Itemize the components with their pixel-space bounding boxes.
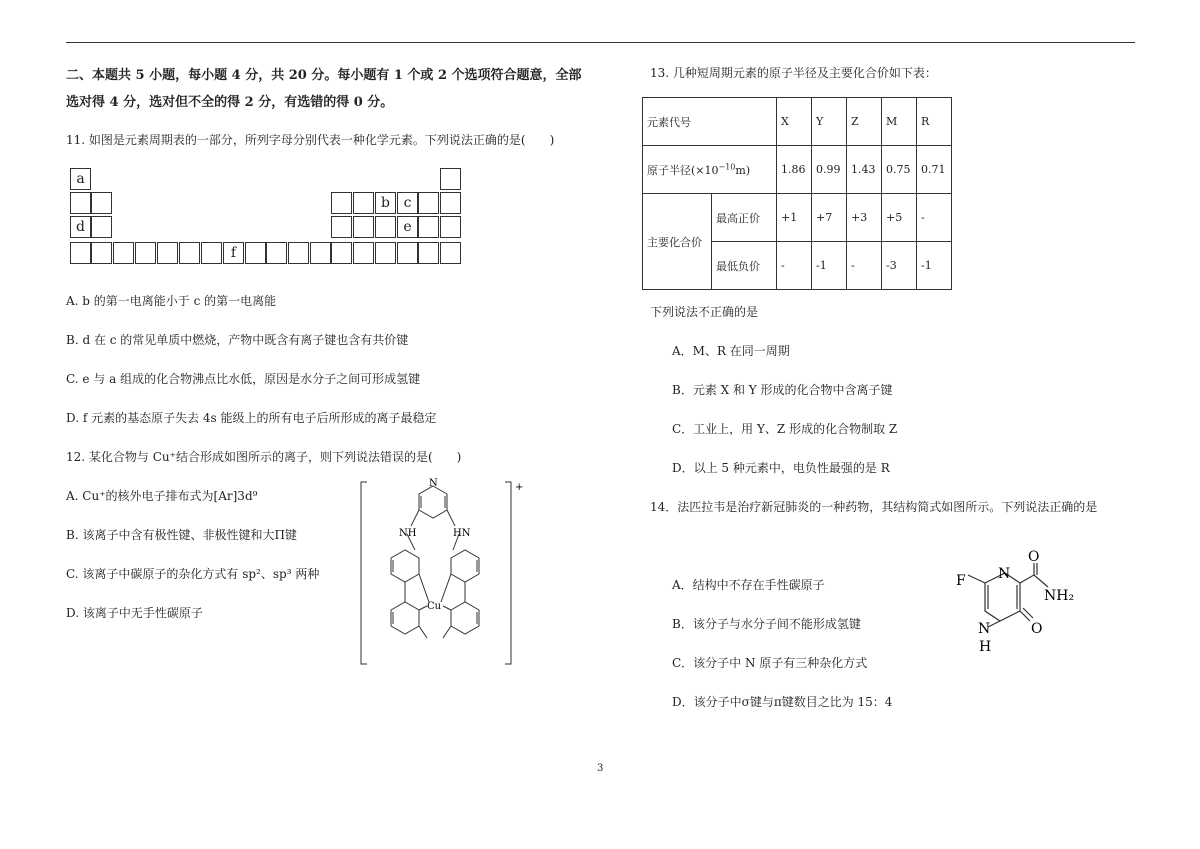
- pt-cell-f: f: [223, 242, 244, 264]
- table-cell: -3: [882, 242, 917, 290]
- table-cell: -: [847, 242, 882, 290]
- q13-option-a: A．M、R 在同一周期: [672, 344, 790, 358]
- table-header-radius: 原子半径$(\times 10^{-10}m)$: [643, 146, 777, 194]
- pt-cell: [353, 192, 374, 214]
- pt-cell: [440, 168, 461, 190]
- favipiravir-structure: [930, 545, 1080, 657]
- atom-n-bottom: N: [978, 621, 991, 637]
- complex-n-top: N: [429, 478, 438, 489]
- table-cell: 1.86: [777, 146, 812, 194]
- pt-cell: [135, 242, 156, 264]
- table-cell: 1.43: [847, 146, 882, 194]
- table-cell: -1: [917, 242, 952, 290]
- table-cell: R: [917, 98, 952, 146]
- table-cell: -: [777, 242, 812, 290]
- q12-stem: 12. 某化合物与 Cu⁺结合形成如图所示的离子，则下列说法错误的是( ): [66, 450, 462, 464]
- pt-cell: [91, 216, 112, 238]
- pt-cell: [353, 216, 374, 238]
- table-cell: M: [882, 98, 917, 146]
- table-header-valence: 主要化合价: [643, 194, 712, 290]
- pt-cell: [113, 242, 134, 264]
- pt-cell: [157, 242, 178, 264]
- q14-option-a: A．结构中不存在手性碳原子: [672, 578, 825, 592]
- table-header-min: 最低负价: [712, 242, 777, 290]
- table-cell: 0.75: [882, 146, 917, 194]
- pt-cell-c: c: [397, 192, 418, 214]
- pt-cell: [440, 242, 461, 264]
- q13-option-b: B．元素 X 和 Y 形成的化合物中含离子键: [672, 383, 893, 397]
- pt-cell: [375, 242, 396, 264]
- table-cell: Z: [847, 98, 882, 146]
- q13-question: 下列说法不正确的是: [650, 305, 759, 319]
- q13-option-d: D．以上 5 种元素中，电负性最强的是 R: [672, 461, 890, 475]
- q11-option-b: B. d 在 c 的常见单质中燃烧，产物中既含有离子键也含有共价键: [66, 333, 409, 347]
- pt-cell: [91, 242, 112, 264]
- pt-cell: [353, 242, 374, 264]
- table-cell: 0.71: [917, 146, 952, 194]
- q12-option-b: B. 该离子中含有极性键、非极性键和大Π键: [66, 528, 297, 542]
- pt-cell: [201, 242, 222, 264]
- pt-cell: [375, 216, 396, 238]
- table-header-max: 最高正价: [712, 194, 777, 242]
- section-header-line2: 选对得 4 分，选对但不全的得 2 分，有选错的得 0 分。: [66, 95, 394, 110]
- pt-cell: [397, 242, 418, 264]
- page-number: 3: [597, 763, 604, 774]
- atom-o-bottom: O: [1031, 621, 1043, 637]
- q13-stem: 13. 几种短周期元素的原子半径及主要化合价如下表：: [650, 66, 937, 80]
- atom-h: H: [979, 639, 992, 655]
- atom-f: F: [956, 573, 966, 589]
- complex-cu: Cu: [427, 601, 442, 612]
- pt-cell-b: b: [375, 192, 396, 214]
- q12-option-a: A. Cu⁺的核外电子排布式为[Ar]3d⁹: [66, 489, 258, 503]
- pt-cell: [331, 216, 352, 238]
- q11-option-d: D. f 元素的基态原子失去 4s 能级上的所有电子后所形成的离子最稳定: [66, 411, 437, 425]
- table-cell: -1: [812, 242, 847, 290]
- pt-cell: [418, 242, 439, 264]
- atom-o-top: O: [1028, 549, 1040, 565]
- table-cell: Y: [812, 98, 847, 146]
- pt-cell: [418, 192, 439, 214]
- element-data-table: [642, 97, 952, 290]
- table-cell: +7: [812, 194, 847, 242]
- q11-option-c: C. e 与 a 组成的化合物沸点比水低，原因是水分子之间可形成氢键: [66, 372, 421, 386]
- pt-cell: [331, 242, 352, 264]
- q11-option-a: A. b 的第一电离能小于 c 的第一电离能: [66, 294, 277, 308]
- pt-cell: [288, 242, 309, 264]
- q14-option-d: D．该分子中σ键与π键数目之比为 15：4: [672, 695, 893, 709]
- table-row: [643, 98, 952, 146]
- q14-option-b: B．该分子与水分子间不能形成氢键: [672, 617, 861, 631]
- top-rule: [66, 42, 1135, 43]
- pt-cell: [266, 242, 287, 264]
- section-header-line1: 二、本题共 5 小题，每小题 4 分，共 20 分。每小题有 1 个或 2 个选项符合题意，全部: [66, 68, 582, 83]
- table-row: [643, 146, 952, 194]
- atom-n-top: N: [998, 566, 1011, 582]
- atom-nh2: NH₂: [1044, 588, 1075, 604]
- pt-cell: [179, 242, 200, 264]
- table-row: [643, 194, 952, 242]
- pt-cell-e: e: [397, 216, 418, 238]
- pt-cell: [440, 192, 461, 214]
- table-cell: -: [917, 194, 952, 242]
- table-cell: X: [777, 98, 812, 146]
- table-cell: +5: [882, 194, 917, 242]
- q12-option-c: C. 该离子中碳原子的杂化方式有 sp²、sp³ 两种: [66, 567, 320, 581]
- pt-cell: [310, 242, 331, 264]
- complex-charge: +: [515, 482, 524, 493]
- q13-option-c: C．工业上，用 Y、Z 形成的化合物制取 Z: [672, 422, 898, 436]
- q14-option-c: C．该分子中 N 原子有三种杂化方式: [672, 656, 868, 670]
- q14-stem: 14．法匹拉韦是治疗新冠肺炎的一种药物，其结构简式如图所示。下列说法正确的是: [650, 500, 1098, 514]
- table-cell: +1: [777, 194, 812, 242]
- pt-cell: [70, 192, 91, 214]
- copper-complex-structure: [355, 478, 525, 668]
- q11-stem: 11. 如图是元素周期表的一部分，所列字母分别代表一种化学元素。下列说法正确的是( ): [66, 133, 555, 147]
- table-cell: 0.99: [812, 146, 847, 194]
- pt-cell-d: d: [70, 216, 91, 238]
- pt-cell: [440, 216, 461, 238]
- q12-option-d: D. 该离子中无手性碳原子: [66, 606, 203, 620]
- table-header-code: 元素代号: [643, 98, 777, 146]
- complex-hn-right: HN: [453, 528, 471, 539]
- pt-cell: [245, 242, 266, 264]
- pt-cell: [418, 216, 439, 238]
- pt-cell: [331, 192, 352, 214]
- pt-cell-a: a: [70, 168, 91, 190]
- pt-cell: [70, 242, 91, 264]
- pt-cell: [91, 192, 112, 214]
- table-cell: +3: [847, 194, 882, 242]
- complex-nh-left: NH: [399, 528, 417, 539]
